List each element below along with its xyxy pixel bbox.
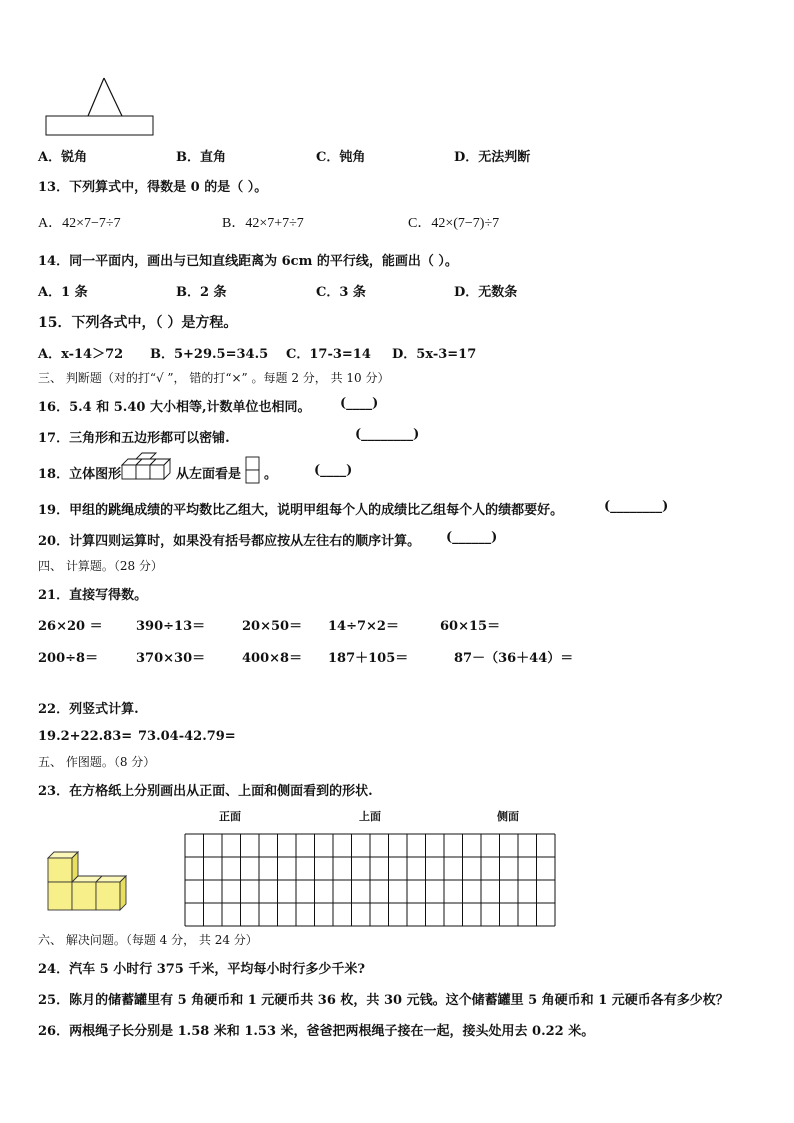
grid-label-front: 正面 — [219, 810, 241, 823]
q21-item: 200÷8＝ — [38, 651, 99, 666]
q18-solid-figure — [120, 451, 176, 485]
q18-text-after: 从左面看是 — [176, 467, 242, 482]
q21-stem: 21．直接写得数。 — [38, 588, 148, 603]
q14-stem: 14．同一平面内，画出与已知直线距离为 6cm 的平行线，能画出（ ）。 — [38, 254, 458, 269]
section-6-title: 六、 解决问题。（每题 4 分， 共 24 分） — [38, 933, 258, 947]
q21-item: 26×20 ＝ — [38, 619, 103, 634]
q13-option-a[interactable]: A．42×7−7÷7 — [38, 216, 121, 231]
q15-option-b[interactable]: B．5+29.5=34.5 — [150, 347, 269, 362]
q21-item: 14÷7×2＝ — [328, 619, 399, 634]
q15-option-a[interactable]: A．x-14＞72 — [38, 347, 124, 362]
q18-text-before: 18．立体图形 — [38, 467, 122, 482]
q26-text: 26．两根绳子长分别是 1.58 米和 1.53 米，爸爸把两根绳子接在一起，接头处用去 0.22 米。 — [38, 1024, 595, 1039]
q21-item: 187＋105＝ — [328, 651, 409, 666]
q21-item: 60×15＝ — [440, 619, 501, 634]
section-3-title: 三、 判断题（对的打“√ ”， 错的打“×” 。每题 2 分， 共 10 分） — [38, 371, 390, 385]
angle-figure — [40, 72, 160, 142]
q15-option-c[interactable]: C．17-3=14 — [286, 347, 371, 362]
q18-answer-blank[interactable]: (____) — [314, 463, 353, 478]
q18-left-view-figure — [245, 456, 261, 484]
section-5-title: 五、 作图题。（8 分） — [38, 755, 156, 769]
q20-text: 20．计算四则运算时，如果没有括号都应按从左往右的顺序计算。 — [38, 534, 421, 549]
q19-answer-blank[interactable]: (________) — [604, 499, 669, 514]
q21-item: 20×50＝ — [242, 619, 303, 634]
q21-item: 87－（36＋44）＝ — [454, 651, 574, 666]
q14-option-b[interactable]: B．2 条 — [176, 285, 227, 300]
q22-stem: 22．列竖式计算. — [38, 702, 139, 717]
q25-text: 25．陈月的储蓄罐里有 5 角硬币和 1 元硬币共 36 枚，共 30 元钱。这个储蓄罐里 5 角硬币和 1 元硬币各有多少枚？ — [38, 993, 729, 1008]
q14-option-c[interactable]: C．3 条 — [316, 285, 366, 300]
grid-label-side: 侧面 — [497, 810, 519, 823]
q16-text: 16．5.4 和 5.40 大小相等,计数单位也相同。 — [38, 400, 311, 415]
q21-item: 370×30＝ — [136, 651, 206, 666]
q24-text: 24．汽车 5 小时行 375 千米，平均每小时行多少千米? — [38, 962, 365, 977]
q12-option-d[interactable]: D．无法判断 — [454, 150, 531, 165]
section-4-title: 四、 计算题。（28 分） — [38, 559, 163, 573]
q15-option-d[interactable]: D．5x-3=17 — [392, 347, 477, 362]
q17-answer-blank[interactable]: (________) — [355, 427, 420, 442]
grid-label-top: 上面 — [359, 810, 381, 823]
q16-answer-blank[interactable]: (____) — [340, 396, 379, 411]
q23-stem: 23．在方格纸上分别画出从正面、上面和侧面看到的形状. — [38, 784, 373, 799]
q23-grid-paper[interactable] — [184, 833, 558, 927]
q12-option-a[interactable]: A．锐角 — [38, 150, 88, 165]
q14-option-d[interactable]: D．无数条 — [454, 285, 518, 300]
q13-option-c[interactable]: C．42×(7−7)÷7 — [408, 216, 500, 231]
q22-item: 19.2+22.83= — [38, 729, 133, 744]
q19-text: 19．甲组的跳绳成绩的平均数比乙组大，说明甲组每个人的成绩比乙组每个人的绩都要好。 — [38, 503, 564, 518]
q18-suffix: 。 — [264, 467, 278, 482]
q17-text: 17．三角形和五边形都可以密铺. — [38, 431, 230, 446]
q21-item: 390÷13＝ — [136, 619, 206, 634]
q13-stem: 13．下列算式中，得数是 0 的是（ ）。 — [38, 180, 268, 195]
q14-option-a[interactable]: A．1 条 — [38, 285, 88, 300]
q20-answer-blank[interactable]: (______) — [446, 530, 498, 545]
q22-item: 73.04-42.79= — [138, 729, 236, 744]
q13-option-b[interactable]: B．42×7+7÷7 — [222, 216, 304, 231]
q12-option-b[interactable]: B．直角 — [176, 150, 226, 165]
q21-item: 400×8＝ — [242, 651, 303, 666]
q12-option-c[interactable]: C．钝角 — [316, 150, 366, 165]
q15-stem: 15．下列各式中，（ ）是方程。 — [38, 315, 238, 331]
q23-cube-figure — [44, 848, 136, 916]
